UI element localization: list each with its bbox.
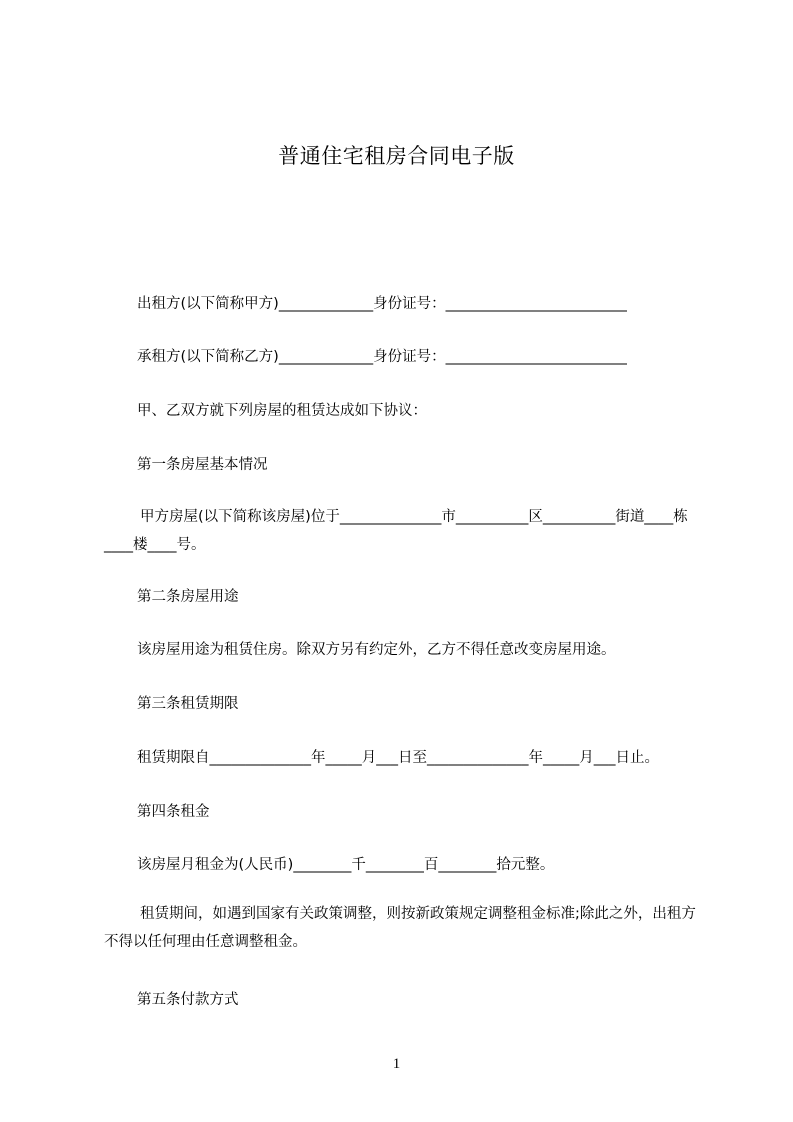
- page-number: 1: [392, 1056, 401, 1072]
- rent-adjustment-paragraph: 租赁期间，如遇到国家有关政策调整，则按新政策规定调整租金标准;除此之外，出租方不得以任何理由任意调整租金。: [104, 906, 696, 950]
- section-1-heading: 第一条房屋基本情况: [137, 457, 268, 473]
- lessee-line: 承租方(以下简称乙方)_____________身份证号：_________________________: [137, 349, 627, 365]
- section-2-heading: 第二条房屋用途: [137, 589, 239, 605]
- document-title: 普通住宅租房合同电子版: [278, 144, 515, 168]
- rent-amount-paragraph: 该房屋月租金为(人民币)________千________百________拾元整。: [137, 857, 555, 873]
- agreement-intro: 甲、乙双方就下列房屋的租赁达成如下协议：: [137, 403, 427, 419]
- usage-paragraph: 该房屋用途为租赁住房。除双方另有约定外，乙方不得任意改变房屋用途。: [137, 642, 616, 658]
- section-5-heading: 第五条付款方式: [137, 992, 239, 1008]
- property-location-paragraph: 甲方房屋(以下简称该房屋)位于______________市__________区__________街道____栋____楼____号。: [104, 509, 688, 553]
- lease-term-paragraph: 租赁期限自______________年_____月___日至______________年_____月___日止。: [137, 750, 659, 766]
- section-4-heading: 第四条租金: [137, 804, 210, 820]
- lessor-line: 出租方(以下简称甲方)_____________身份证号：_________________________: [137, 296, 627, 312]
- section-3-heading: 第三条租赁期限: [137, 696, 239, 712]
